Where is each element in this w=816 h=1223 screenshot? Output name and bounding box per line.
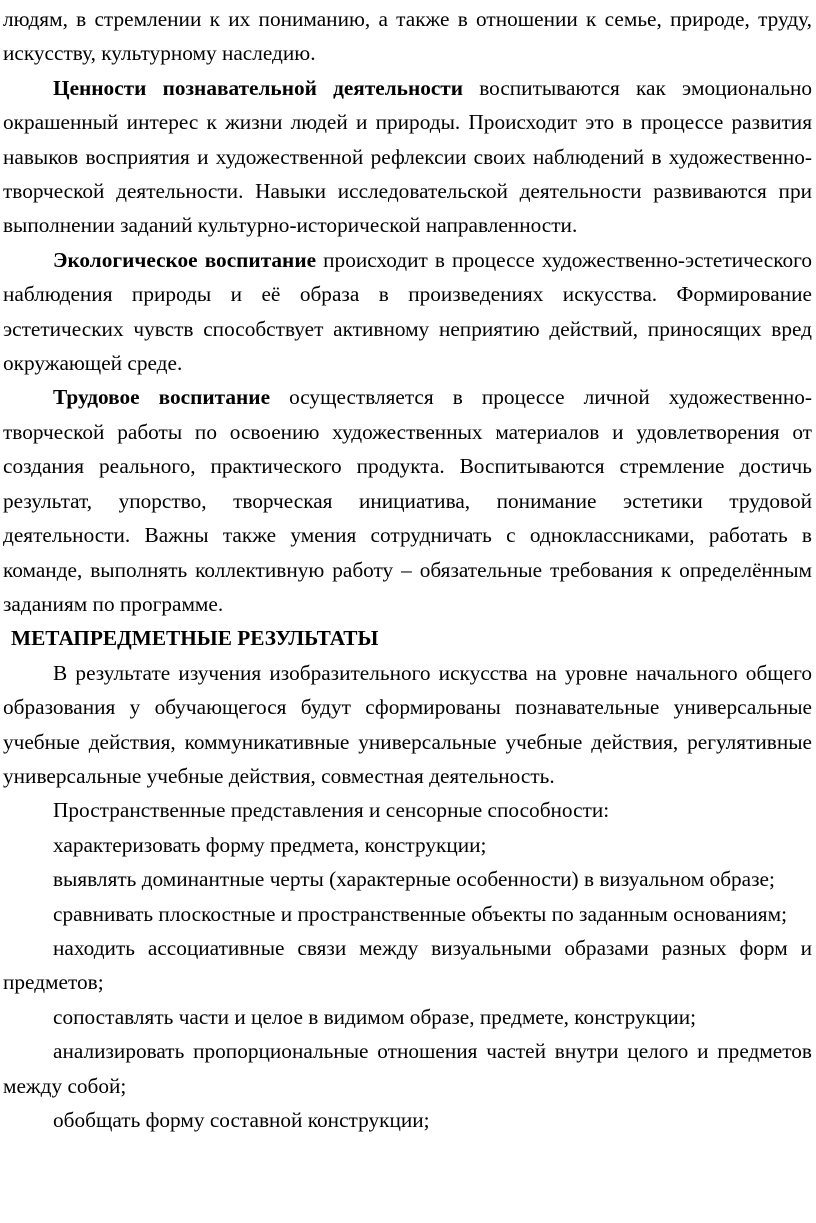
paragraph-text: воспитываются как эмоционально окрашенный интерес к жизни людей и природы. Происходит это в процессе развития навыков восприятия и художественной рефлексии своих наблюдений в художественно-творческой деятельности. Навыки исследовательской деятельности развиваются при выполнении заданий культурно-исторической направленности. [3, 75, 812, 238]
document-page [0, 2, 816, 1223]
section-heading: МЕТАПРЕДМЕТНЫЕ РЕЗУЛЬТАТЫ [11, 626, 379, 651]
paragraph-text: происходит в процессе художественно-эстетического наблюдения природы и её образа в произведениях искусства. Формирование эстетических чувств способствует активному неприятию действий, приносящих вред окружающей среде. [3, 247, 812, 376]
paragraph-text: Пространственные представления и сенсорные способности: [53, 798, 610, 823]
paragraph-labor-education [3, 380, 812, 621]
paragraph-text: людям, в стремлении к их пониманию, а также в отношении к семье, природе, труду, искусству, культурному наследию. [3, 7, 812, 66]
bold-term: Ценности познавательной деятельности [53, 75, 464, 100]
paragraph-text: осуществляется в процессе личной художественно-творческой работы по освоению художественных материалов и удовлетворения от создания реального, практического продукта. Воспитываются стремление достичь результат, упорство, творческая инициатива, понимание эстетики трудовой деятельности. Важны также умения сотрудничать с одноклассниками, работать в команде, выполнять коллективную работу – обязательные требования к определённым заданиям по программе. [3, 385, 812, 616]
list-item: обобщать форму составной конструкции; [53, 1108, 430, 1132]
list-item: находить ассоциативные связи между визуальными образами разных форм и предметов; [3, 935, 812, 995]
list-item: характеризовать форму предмета, конструкции; [53, 832, 487, 857]
paragraph-intro-results [3, 656, 812, 794]
paragraph-ecological-education [3, 243, 812, 381]
bold-term: Трудовое воспитание [53, 385, 271, 410]
list-item: сравнивать плоскостные и пространственные объекты по заданным основаниям; [53, 901, 787, 926]
list-item: выявлять доминантные черты (характерные особенности) в визуальном образе; [53, 867, 775, 892]
list-item: анализировать пропорциональные отношения частей внутри целого и предметов между собой; [3, 1039, 812, 1098]
paragraph-continuation [3, 2, 812, 71]
bold-term: Экологическое воспитание [53, 247, 317, 272]
paragraph-cognitive-values [3, 71, 812, 243]
list-item: сопоставлять части и целое в видимом образе, предмете, конструкции; [53, 1004, 697, 1029]
paragraph-subsection-title [3, 793, 812, 827]
paragraph-text: В результате изучения изобразительного искусства на уровне начального общего образования у обучающегося будут сформированы познавательные универсальные учебные действия, коммуникативные универсальные учебные действия, регулятивные универсальные учебные действия, совместная деятельность. [3, 660, 812, 788]
